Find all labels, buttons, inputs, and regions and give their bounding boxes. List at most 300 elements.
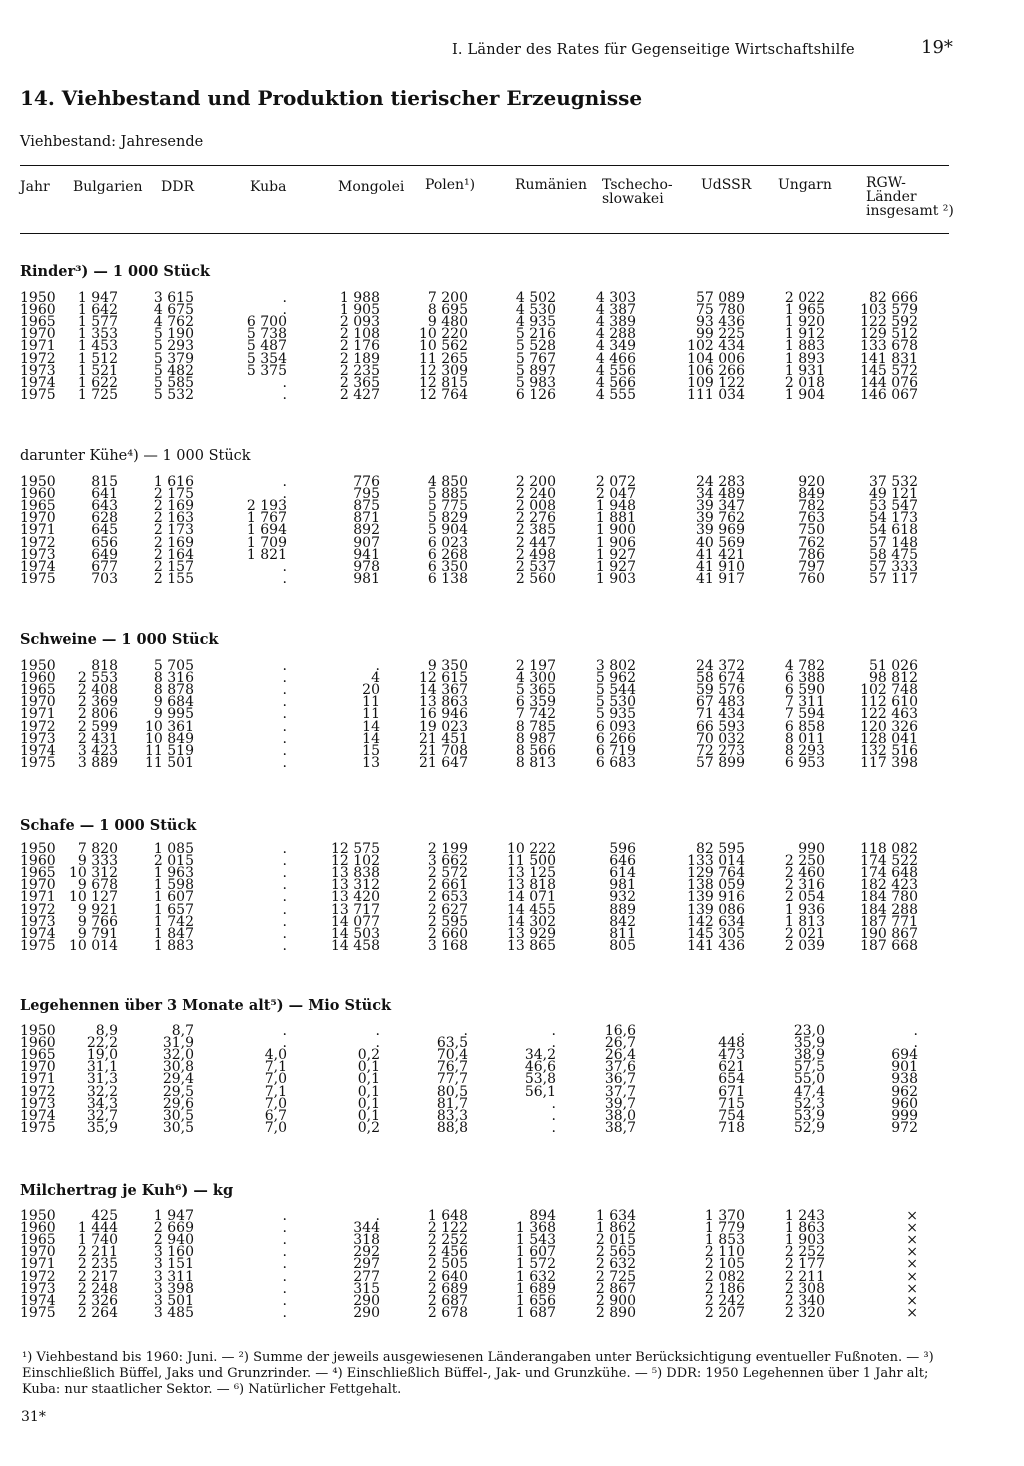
value-cell: 318 [353,1232,380,1249]
value-cell: 3 501 [153,1292,194,1309]
value-cell: 37,6 [604,1059,636,1076]
value-cell: 473 [718,1047,745,1064]
column-header-mongolei: Mongolei [338,179,405,195]
value-cell: 654 [718,1071,745,1088]
value-cell: 10 127 [69,889,118,906]
value-cell: 9 678 [77,877,118,894]
value-cell: 32,0 [162,1047,194,1064]
column-header-bulgarien: Bulgarien [73,179,143,195]
year-cell: 1972 [20,350,56,367]
value-cell: 10 014 [69,937,118,954]
value-cell: 13 717 [331,901,380,918]
table-row [0,1025,1000,1037]
value-cell: 51 026 [869,658,918,674]
value-cell: 1 368 [515,1220,556,1237]
value-cell: 1 642 [77,302,118,319]
value-cell: 646 [609,853,636,870]
section-title: Rinder³) — 1 000 Stück [20,263,210,280]
value-cell: 13 818 [507,877,556,894]
value-cell: 57,5 [793,1059,825,1076]
value-cell: 7,0 [264,1095,287,1112]
value-cell: 7,0 [264,1071,287,1088]
value-cell: 2 176 [339,338,380,355]
value-cell: 102 748 [860,682,918,699]
value-cell: . [282,486,287,503]
value-cell: 54 173 [869,510,918,527]
value-cell: 37,7 [604,1083,636,1100]
folio: 31* [21,1409,46,1425]
value-cell: 34 489 [696,486,745,503]
value-cell: 14 302 [507,913,556,930]
value-cell: 750 [798,522,825,539]
value-cell: 53,8 [524,1071,556,1088]
value-cell: 1 847 [153,925,194,942]
value-cell: 2 460 [784,865,825,882]
value-cell: 57 148 [869,534,918,551]
value-cell: 22,2 [86,1035,118,1052]
value-cell: 8 878 [153,682,194,699]
table-row [0,486,1000,503]
value-cell: 144 076 [860,374,918,391]
value-cell: 47,4 [793,1083,825,1100]
value-cell: 8 293 [784,742,825,759]
year-cell: 1950 [20,290,56,306]
table-row [0,1304,1000,1321]
value-cell: 2 890 [595,1304,636,1321]
value-cell: 1 598 [153,877,194,894]
value-cell: 13 125 [507,865,556,882]
value-cell: . [282,290,287,306]
value-cell: 643 [91,498,118,515]
value-cell: 2 431 [77,730,118,747]
value-cell: 3 889 [77,754,118,771]
value-cell: 9 333 [77,853,118,870]
value-cell: 6 719 [595,742,636,759]
value-cell: 2 217 [77,1268,118,1285]
value-cell: 31,3 [86,1071,118,1088]
value-cell: 21 708 [419,742,468,759]
value-cell: 1 988 [339,290,380,306]
table-row [0,374,1000,391]
value-cell: 1 243 [784,1208,825,1224]
year-cell: 1975 [20,1304,56,1321]
value-cell: 12 815 [419,374,468,391]
table-row [0,558,1000,575]
value-cell: 0,1 [357,1095,380,1112]
value-cell: 990 [798,841,825,857]
value-cell: 894 [529,1208,556,1224]
value-cell: 31,1 [86,1059,118,1076]
value-cell: 46,6 [524,1059,556,1076]
value-cell: 815 [91,474,118,490]
year-cell: 1960 [20,670,56,687]
value-cell: 763 [798,510,825,527]
value-cell: 1 920 [784,314,825,331]
value-cell: . [282,558,287,575]
year-cell: 1965 [20,1232,56,1249]
table-row [0,386,1000,403]
value-cell: 2 264 [77,1304,118,1321]
year-cell: 1970 [20,877,56,894]
value-cell: 2 193 [246,498,287,515]
value-cell: 118 082 [860,841,918,857]
value-cell: 1 577 [77,314,118,331]
value-cell: 5 705 [153,658,194,674]
value-cell: 2 047 [595,486,636,503]
value-cell: 2 163 [153,510,194,527]
value-cell: 133 014 [687,853,745,870]
value-cell: × [906,1304,918,1321]
running-header: I. Länder des Rates für Gegenseitige Wirtschaftshilfe [452,42,855,58]
year-cell: 1973 [20,1095,56,1112]
value-cell: 811 [609,925,636,942]
value-cell: . [282,913,287,930]
value-cell: 2 385 [515,522,556,539]
value-cell: 14 [362,730,380,747]
value-cell: 4 675 [153,302,194,319]
value-cell: 1 767 [246,510,287,527]
column-header-ungarn: Ungarn [778,177,832,193]
value-cell: 98 812 [869,670,918,687]
value-cell: 981 [353,570,380,587]
value-cell: 290 [353,1292,380,1309]
table-row [0,1119,1000,1136]
value-cell: . [282,853,287,870]
value-cell: 187 668 [860,937,918,954]
value-cell: 2 669 [153,1220,194,1237]
value-cell: 9 684 [153,694,194,711]
value-cell: 80,5 [436,1083,468,1100]
value-cell: 35,9 [793,1035,825,1052]
value-cell: 1 572 [515,1256,556,1273]
value-cell: 2 632 [595,1256,636,1273]
value-cell: 1 821 [246,546,287,563]
value-cell: 11 500 [507,853,556,870]
value-cell: 1 740 [77,1232,118,1249]
value-cell: 2 054 [784,889,825,906]
value-cell: 12 764 [419,386,468,403]
table-row [0,670,1000,687]
value-cell: 2 248 [77,1280,118,1297]
value-cell: 13 863 [419,694,468,711]
value-cell: 8 011 [784,730,825,747]
value-cell: 2 320 [784,1304,825,1321]
value-cell: 641 [91,486,118,503]
value-cell: 8 813 [515,754,556,771]
table-row [0,314,1000,331]
value-cell: 71 434 [696,706,745,723]
value-cell: 35,9 [86,1119,118,1136]
value-cell: . [282,670,287,687]
table-row [0,338,1000,355]
value-cell: 11 [362,694,380,711]
value-cell: . [282,1244,287,1261]
value-cell: 4,0 [264,1047,287,1064]
value-cell: 3 802 [595,658,636,674]
value-cell: 11 265 [419,350,468,367]
value-cell: . [282,1035,287,1052]
value-cell: 2 326 [77,1292,118,1309]
value-cell: 1 607 [153,889,194,906]
value-cell: 75 780 [696,302,745,319]
value-cell: . [913,1035,918,1052]
table-title: 14. Viehbestand und Produktion tierischer Erzeugnisse [20,86,643,110]
value-cell: . [282,877,287,894]
value-cell: 103 579 [860,302,918,319]
value-cell: 141 436 [687,937,745,954]
value-cell: 1 657 [153,901,194,918]
value-cell: 93 436 [696,314,745,331]
table-row [0,682,1000,699]
value-cell: 1 607 [515,1244,556,1261]
value-cell: 795 [353,486,380,503]
value-cell: 2 072 [595,474,636,490]
year-cell: 1950 [20,658,56,674]
value-cell: 2 900 [595,1292,636,1309]
value-cell: 81,7 [436,1095,468,1112]
year-cell: 1965 [20,865,56,882]
table-row [0,1244,1000,1261]
value-cell: 5 216 [515,326,556,343]
value-cell: 762 [798,534,825,551]
value-cell: 6 023 [427,534,468,551]
table-row [0,1268,1000,1285]
year-cell: 1972 [20,534,56,551]
value-cell: × [906,1280,918,1297]
value-cell: 7 311 [784,694,825,711]
value-cell: 2 164 [153,546,194,563]
value-cell: 2 108 [339,326,380,343]
value-cell: . [282,754,287,771]
value-cell: 2 197 [515,658,556,674]
value-cell: 978 [353,558,380,575]
value-cell: 5 544 [595,682,636,699]
value-cell: 2 408 [77,682,118,699]
value-cell: 6 350 [427,558,468,575]
value-cell: 12 102 [331,853,380,870]
value-cell: 41 910 [696,558,745,575]
value-cell: 29,5 [162,1083,194,1100]
year-cell: 1965 [20,314,56,331]
value-cell: 4 762 [153,314,194,331]
year-cell: 1972 [20,901,56,918]
value-cell: 111 034 [687,386,745,403]
table-row [0,362,1000,379]
footnotes: ¹) Viehbestand bis 1960: Juni. — ²) Summe der jeweils ausgewiesenen Länderangaben unter Berücksichtigung eventueller Fußnoten. — ³) Einschließlich Büffel, Jaks und Grunzrinder. — ⁴) Einschließlich Büffel-, Jak- und Grunzkühe. — ⁵) DDR: 1950 Legehennen über 1 Jahr alt; Kuba: nur staatlicher Sektor. — ⁶) Natürlicher Fettgehalt. [22,1350,934,1397]
table-row [0,476,1000,488]
value-cell: 145 305 [687,925,745,942]
value-cell: 4 288 [595,326,636,343]
value-cell: 3 423 [77,742,118,759]
value-cell: 72 273 [696,742,745,759]
year-cell: 1975 [20,570,56,587]
value-cell: 1 936 [784,901,825,918]
value-cell: 1 862 [595,1220,636,1237]
value-cell: 38,7 [604,1119,636,1136]
value-cell: 2 110 [704,1244,745,1261]
value-cell: 23,0 [793,1023,825,1039]
value-cell: 40 569 [696,534,745,551]
value-cell: 2 565 [595,1244,636,1261]
value-cell: 4 387 [595,302,636,319]
value-cell: 59 576 [696,682,745,699]
table-row [0,877,1000,894]
value-cell: . [282,841,287,857]
value-cell: . [282,1220,287,1237]
value-cell: . [463,1023,468,1039]
value-cell: 6 266 [595,730,636,747]
table-row [0,1047,1000,1064]
value-cell: 139 916 [687,889,745,906]
value-cell: . [551,1119,556,1136]
value-cell: 2 537 [515,558,556,575]
value-cell: 8 316 [153,670,194,687]
value-cell: 645 [91,522,118,539]
value-cell: 2 687 [427,1292,468,1309]
value-cell: × [906,1292,918,1309]
value-cell: 141 831 [860,350,918,367]
value-cell: . [551,1095,556,1112]
value-cell: 5 375 [246,362,287,379]
column-header-kuba: Kuba [250,179,287,195]
year-cell: 1965 [20,682,56,699]
value-cell: 1 085 [153,841,194,857]
value-cell: 8 695 [427,302,468,319]
value-cell: . [375,1208,380,1224]
table-row [0,754,1000,771]
value-cell: . [282,925,287,942]
value-cell: 6 858 [784,718,825,735]
value-cell: 53 547 [869,498,918,515]
section-title: Milchertrag je Kuh⁶) — kg [20,1182,234,1199]
value-cell: 5 190 [153,326,194,343]
value-cell: 718 [718,1119,745,1136]
value-cell: . [375,658,380,674]
value-cell: 19,0 [86,1047,118,1064]
year-cell: 1973 [20,1280,56,1297]
column-header-ddr: DDR [161,179,194,195]
table-row [0,694,1000,711]
value-cell: 2 572 [427,865,468,882]
value-cell: . [375,1023,380,1039]
table-row [0,350,1000,367]
value-cell: 34,2 [524,1047,556,1064]
year-cell: 1973 [20,730,56,747]
value-cell: 120 326 [860,718,918,735]
value-cell: 2 122 [427,1220,468,1237]
value-cell: 8,7 [171,1023,194,1039]
value-cell: 1 444 [77,1220,118,1237]
value-cell: 58 475 [869,546,918,563]
value-cell: 13 929 [507,925,556,942]
value-cell: 26,4 [604,1047,636,1064]
value-cell: 2 235 [339,362,380,379]
value-cell: 4 349 [595,338,636,355]
value-cell: 1 905 [339,302,380,319]
value-cell: 628 [91,510,118,527]
section-title: Schafe — 1 000 Stück [20,817,197,834]
value-cell: 2 369 [77,694,118,711]
value-cell: 649 [91,546,118,563]
value-cell: 6 590 [784,682,825,699]
value-cell: 760 [798,570,825,587]
value-cell: × [906,1244,918,1261]
value-cell: 981 [609,877,636,894]
value-cell: . [282,682,287,699]
value-cell: 11 501 [145,754,194,771]
value-cell: 20 [362,682,380,699]
value-cell: . [282,1232,287,1249]
value-cell: 901 [891,1059,918,1076]
table-row [0,498,1000,515]
value-cell: 109 122 [687,374,745,391]
value-cell: 2 595 [427,913,468,930]
table-row [0,546,1000,563]
value-cell: 4 782 [784,658,825,674]
value-cell: 677 [91,558,118,575]
value-cell: 49 121 [869,486,918,503]
value-cell: 297 [353,1256,380,1273]
year-cell: 1970 [20,326,56,343]
value-cell: 5 775 [427,498,468,515]
value-cell: 7,1 [264,1083,287,1100]
table-row [0,913,1000,930]
table-row [0,865,1000,882]
year-cell: 1974 [20,1292,56,1309]
value-cell: 182 423 [860,877,918,894]
value-cell: 1 353 [77,326,118,343]
value-cell: 21 451 [419,730,468,747]
year-cell: 1975 [20,1119,56,1136]
value-cell: 10 312 [69,865,118,882]
value-cell: 1 900 [595,522,636,539]
year-cell: 1950 [20,474,56,490]
value-cell: 2 169 [153,498,194,515]
value-cell: 4 466 [595,350,636,367]
value-cell: 83,3 [436,1107,468,1124]
value-cell: 8 987 [515,730,556,747]
value-cell: . [282,1268,287,1285]
value-cell: 9 995 [153,706,194,723]
value-cell: 932 [609,889,636,906]
value-cell: 805 [609,937,636,954]
value-cell: 448 [718,1035,745,1052]
value-cell: 129 764 [687,865,745,882]
value-cell: 1 881 [595,510,636,527]
value-cell: 5 530 [595,694,636,711]
value-cell: 2 021 [784,925,825,942]
value-cell: 782 [798,498,825,515]
value-cell: × [906,1220,918,1237]
value-cell: 2 340 [784,1292,825,1309]
value-cell: 31,9 [162,1035,194,1052]
value-cell: 962 [891,1083,918,1100]
value-cell: . [282,865,287,882]
value-cell: 2 725 [595,1268,636,1285]
table-row [0,925,1000,942]
table-row [0,853,1000,870]
value-cell: 315 [353,1280,380,1297]
value-cell: 41 421 [696,546,745,563]
value-cell: 36,7 [604,1071,636,1088]
value-cell: 715 [718,1095,745,1112]
value-cell: . [282,1304,287,1321]
value-cell: 596 [609,841,636,857]
value-cell: 0,2 [357,1119,380,1136]
value-cell: 9 480 [427,314,468,331]
value-cell: 4 530 [515,302,556,319]
year-cell: 1960 [20,1220,56,1237]
